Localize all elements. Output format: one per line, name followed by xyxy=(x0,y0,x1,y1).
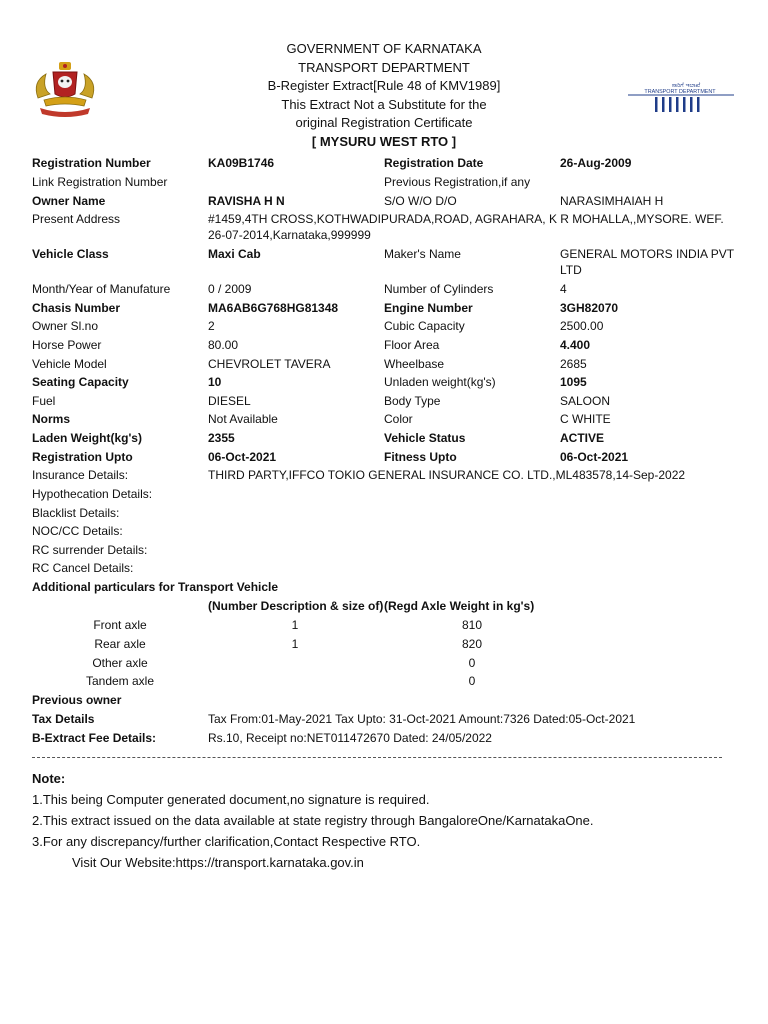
reg-number-value: KA09B1746 xyxy=(208,156,275,170)
engine-label: Engine Number xyxy=(384,301,473,315)
header-disclaimer-2: original Registration Certificate xyxy=(295,115,473,131)
noc-label: NOC/CC Details: xyxy=(32,524,123,538)
laden-label: Laden Weight(kg's) xyxy=(32,431,142,445)
previous-owner-label: Previous owner xyxy=(32,693,122,707)
hp-value: 80.00 xyxy=(208,338,239,352)
seating-label: Seating Capacity xyxy=(32,375,129,389)
rto-name: [ MYSURU WEST RTO ] xyxy=(311,133,457,149)
unladen-value: 1095 xyxy=(560,375,587,389)
reg-date-label: Registration Date xyxy=(384,156,484,170)
tax-value: Tax From:01-May-2021 Tax Upto: 31-Oct-2021 Amount:7326 Dated:05-Oct-2021 xyxy=(208,712,636,726)
owner-value: RAVISHA H N xyxy=(208,194,285,208)
surrender-label: RC surrender Details: xyxy=(32,543,148,557)
note-title: Note: xyxy=(32,771,66,786)
note-3: 3.For any discrepancy/further clarification,Contact Respective RTO. xyxy=(32,834,421,849)
fee-value: Rs.10, Receipt no:NET011472670 Dated: 24/05/2022 xyxy=(208,731,492,745)
note-1: 1.This being Computer generated document,no signature is required. xyxy=(32,792,430,807)
blacklist-label: Blacklist Details: xyxy=(32,506,120,520)
cubic-label: Cubic Capacity xyxy=(384,319,465,333)
insurance-value: THIRD PARTY,IFFCO TOKIO GENERAL INSURANCE CO. LTD.,ML483578,14-Sep-2022 xyxy=(208,468,686,482)
fuel-label: Fuel xyxy=(32,394,56,408)
fitness-value: 06-Oct-2021 xyxy=(560,450,629,464)
floor-label: Floor Area xyxy=(384,338,440,352)
body-value: SALOON xyxy=(560,394,611,408)
prev-reg-label: Previous Registration,if any xyxy=(384,175,531,189)
norms-label: Norms xyxy=(32,412,71,426)
header-extract-rule: B-Register Extract[Rule 48 of KMV1989] xyxy=(267,78,501,94)
floor-value: 4.400 xyxy=(560,338,591,352)
fitness-label: Fitness Upto xyxy=(384,450,457,464)
link-reg-label: Link Registration Number xyxy=(32,175,168,189)
owner-sl-label: Owner Sl.no xyxy=(32,319,99,333)
swd-value: NARASIMHAIAH H xyxy=(560,194,664,208)
cubic-value: 2500.00 xyxy=(560,319,604,333)
seating-value: 10 xyxy=(208,375,222,389)
axle-name: Tandem axle xyxy=(85,674,155,688)
axle-name: Rear axle xyxy=(94,637,146,651)
maker-value: GENERAL MOTORS INDIA PVT LTD xyxy=(560,247,734,277)
website-note: Visit Our Website:https://transport.karnataka.gov.in xyxy=(72,855,364,870)
axle-weight-header: (Regd Axle Weight in kg's) xyxy=(384,599,535,613)
axle-weight: 820 xyxy=(461,637,483,651)
header-government: GOVERNMENT OF KARNATAKA xyxy=(286,41,482,56)
status-value: ACTIVE xyxy=(560,431,605,445)
axle-number: 1 xyxy=(291,618,299,632)
color-label: Color xyxy=(384,412,413,426)
svg-text:ಸಾರಿಗೆ ಇಲಾಖೆ: ಸಾರಿಗೆ ಇಲಾಖೆ xyxy=(671,82,701,89)
axle-weight: 810 xyxy=(461,618,483,632)
axle-name: Other axle xyxy=(92,656,148,670)
wheelbase-label: Wheelbase xyxy=(384,357,445,371)
owner-sl-value: 2 xyxy=(208,319,215,333)
model-value: CHEVROLET TAVERA xyxy=(208,357,331,371)
header-department: TRANSPORT DEPARTMENT xyxy=(298,59,470,75)
status-label: Vehicle Status xyxy=(384,431,466,445)
axle-weight: 0 xyxy=(468,674,476,688)
cancel-label: RC Cancel Details: xyxy=(32,561,134,575)
insurance-label: Insurance Details: xyxy=(32,468,129,482)
tax-label: Tax Details xyxy=(32,712,95,726)
mfg-label: Month/Year of Manufature xyxy=(32,282,171,296)
reg-date-value: 26-Aug-2009 xyxy=(560,156,632,170)
wheelbase-value: 2685 xyxy=(560,357,587,371)
address-value: #1459,4TH CROSS,KOTHWADIPURADA,ROAD, AGRAHARA, K R MOHALLA,,MYSORE. WEF. 26-07-2014,Karnataka,999999 xyxy=(208,212,724,242)
fee-label: B-Extract Fee Details: xyxy=(32,731,157,745)
hypothecation-label: Hypothecation Details: xyxy=(32,487,153,501)
address-label: Present Address xyxy=(32,212,121,226)
unladen-label: Unladen weight(kg's) xyxy=(384,375,496,389)
owner-label: Owner Name xyxy=(32,194,106,208)
axle-desc-header: (Number Description & size of) xyxy=(208,599,384,613)
header-disclaimer: This Extract Not a Substitute for the xyxy=(281,96,487,112)
transport-department-logo-icon xyxy=(628,80,734,114)
class-label: Vehicle Class xyxy=(32,247,109,261)
cylinders-value: 4 xyxy=(560,282,567,296)
karnataka-emblem-icon xyxy=(30,60,100,120)
svg-text:TRANSPORT DEPARTMENT: TRANSPORT DEPARTMENT xyxy=(644,89,716,95)
axle-number: 1 xyxy=(291,637,299,651)
norms-value: Not Available xyxy=(208,412,278,426)
swd-label: S/O W/O D/O xyxy=(384,194,457,208)
mfg-value: 0 / 2009 xyxy=(208,282,252,296)
maker-label: Maker's Name xyxy=(384,247,461,261)
engine-value: 3GH82070 xyxy=(560,301,619,315)
chasis-label: Chasis Number xyxy=(32,301,121,315)
body-label: Body Type xyxy=(384,394,441,408)
chasis-value: MA6AB6G768HG81348 xyxy=(208,301,339,315)
fuel-value: DIESEL xyxy=(208,394,251,408)
axle-weight: 0 xyxy=(468,656,476,670)
divider xyxy=(32,757,722,758)
axle-name: Front axle xyxy=(93,618,147,632)
color-value: C WHITE xyxy=(560,412,611,426)
note-2: 2.This extract issued on the data available at state registry through BangaloreOne/KarnatakaOne. xyxy=(32,813,594,828)
reg-upto-label: Registration Upto xyxy=(32,450,133,464)
reg-upto-value: 06-Oct-2021 xyxy=(208,450,277,464)
model-label: Vehicle Model xyxy=(32,357,107,371)
class-value: Maxi Cab xyxy=(208,247,261,261)
reg-number-label: Registration Number xyxy=(32,156,151,170)
laden-value: 2355 xyxy=(208,431,235,445)
cylinders-label: Number of Cylinders xyxy=(384,282,494,296)
hp-label: Horse Power xyxy=(32,338,102,352)
additional-particulars-title: Additional particulars for Transport Vehicle xyxy=(32,580,279,594)
